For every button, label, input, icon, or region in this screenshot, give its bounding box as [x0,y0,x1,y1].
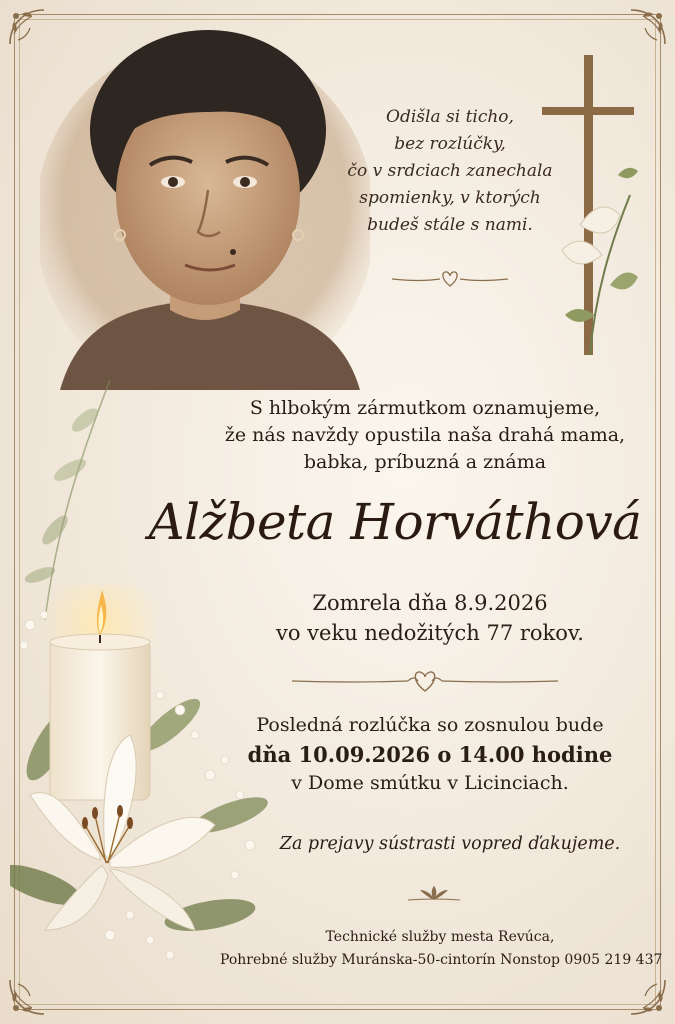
foliage-icon [15,360,125,620]
thanks-text: Za prejavy sústrasti vopred ďakujeme. [279,834,621,854]
funeral-date-time: dňa 10.09.2026 o 14.00 hodine [247,742,613,767]
announcement-line: že nás navždy opustila naša drahá mama, [224,424,626,446]
announcement [190,395,660,476]
heart-divider-icon [290,666,560,696]
poem [330,104,570,239]
footer-line: Technické služby mesta Revúca, [325,929,555,945]
poem-line: Odišla si ticho, [386,107,514,127]
footer [220,926,663,972]
deceased-name: Alžbeta Horváthová [148,493,642,551]
funeral-info [220,711,640,798]
heart-divider-icon [390,268,510,290]
corner-ornament-icon [617,966,671,1020]
leaf-ornament-icon [406,886,462,910]
portrait-photo [40,20,370,390]
poem-line: čo v srdciach zanechala [347,161,553,181]
corner-ornament-icon [617,4,671,58]
footer-line: Pohrebné služby Muránska-50-cintorín Nonstop 0905 219 437 [220,952,663,968]
death-info [220,588,640,648]
funeral-intro: Posledná rozlúčka so zosnulou bude [256,714,604,736]
announcement-line: S hlbokým zármutkom oznamujeme, [249,397,601,419]
poem-line: bez rozlúčky, [394,134,506,154]
death-age: vo veku nedožitých 77 rokov. [276,621,584,645]
announcement-line: babka, príbuzná a známa [303,451,547,473]
funeral-place: v Dome smútku v Licinciach. [291,772,569,794]
poem-line: budeš stále s nami. [367,215,533,235]
death-date: Zomrela dňa 8.9.2026 [312,591,548,615]
poem-line: spomienky, v ktorých [359,188,541,208]
lily-icon [562,168,638,355]
